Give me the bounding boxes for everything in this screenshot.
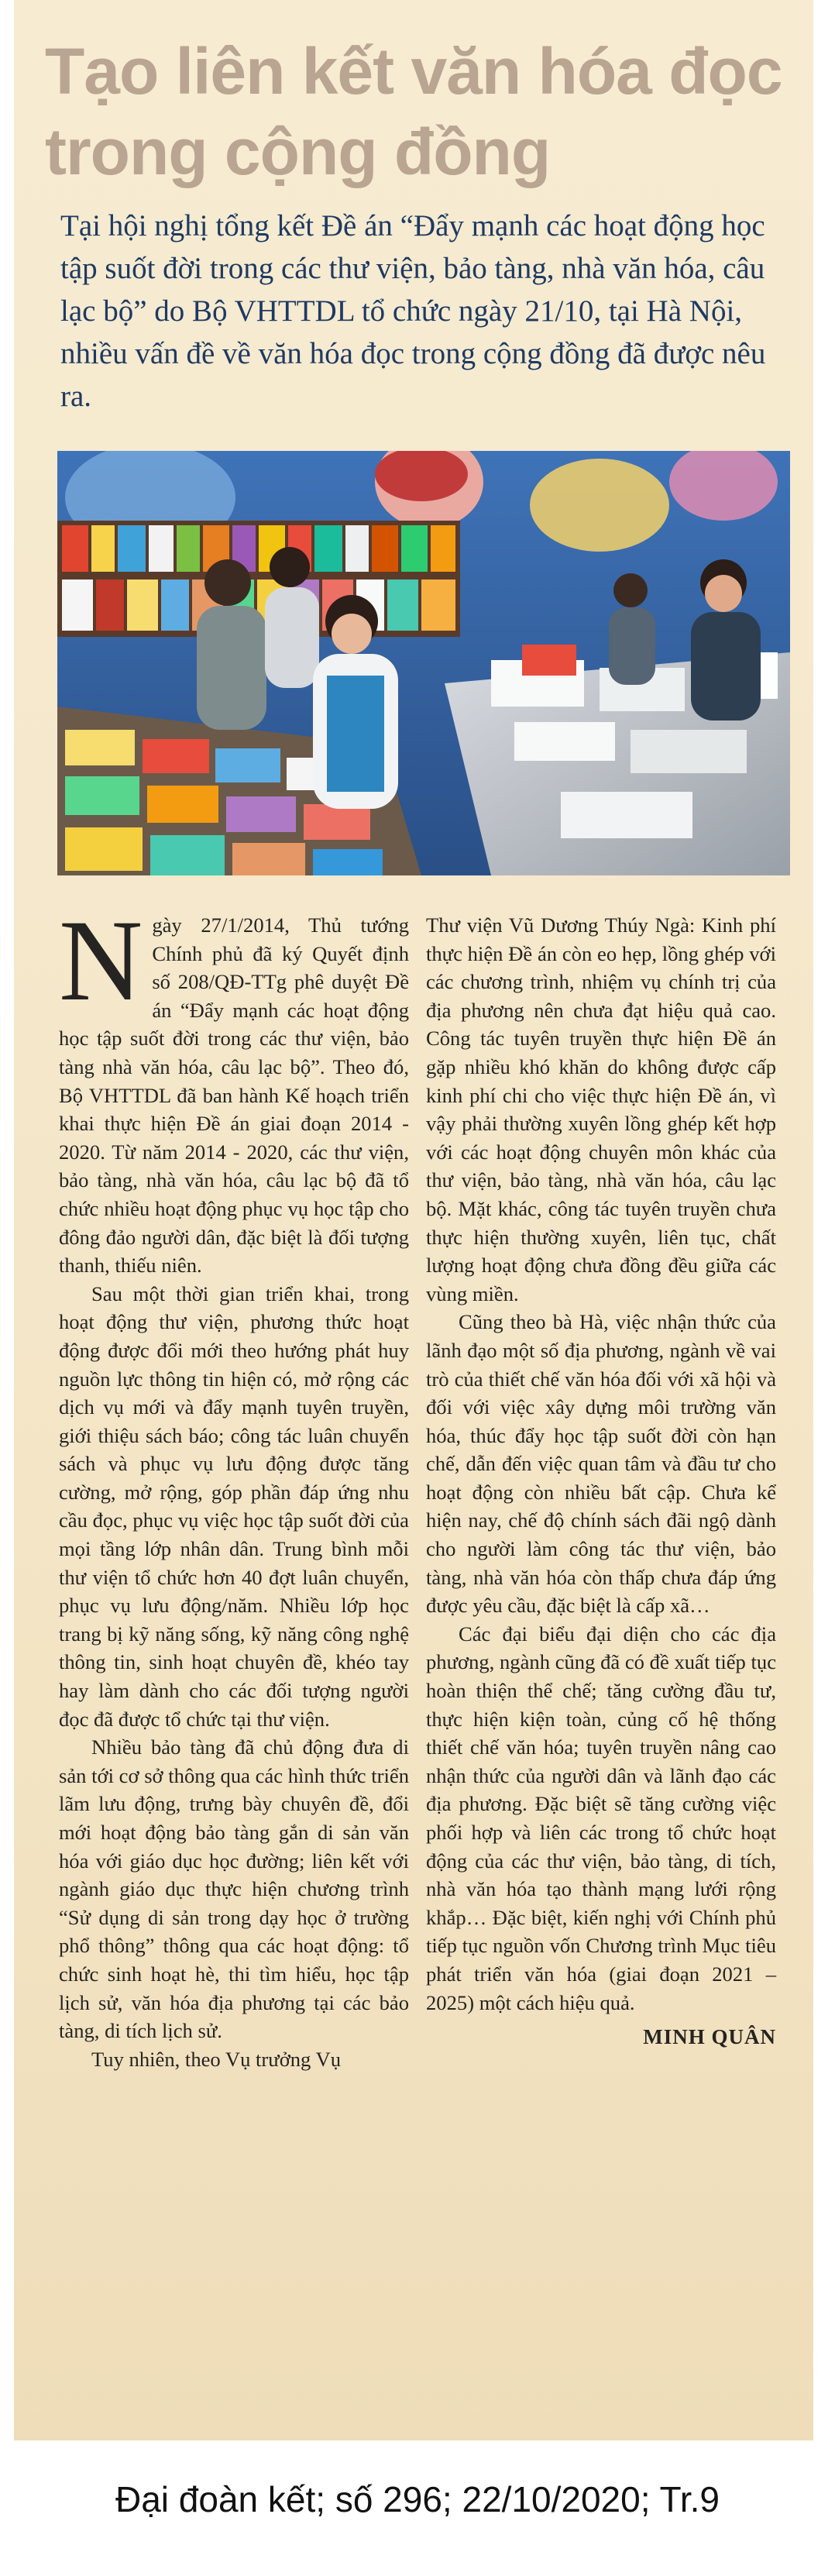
body-column-right	[426, 911, 776, 2052]
author-byline: MINH QUÂN	[643, 2025, 776, 2049]
paragraph-4-continued: Thư viện Vũ Dương Thúy Ngà: Kinh phí thực hiện Đề án còn eo hẹp, lồng ghép với các chương trình, nhiệm vụ chính trị của địa phương nên chưa đạt hiệu quả cao. Công tác tuyên truyền thực hiện Đề án gặp nhiều khó khăn do không được cấp kinh phí chi cho việc thực hiện Đề án, vì vậy phải thường xuyên lồng ghép kết hợp với các hoạt động chuyên môn khác của thư viện, bảo tàng, nhà văn hóa, câu lạc bộ. Mặt khác, công tác tuyên truyền chưa thực hiện thường xuyên, liên tục, chất lượng hoạt động chưa đồng đều giữa các vùng miền.	[426, 913, 776, 1305]
paragraph-5: Cũng theo bà Hà, việc nhận thức của lãnh đạo một số địa phương, ngành về vai trò của thiết chế văn hóa đối với xã hội và đối với việc xây dựng môi trường văn hóa, thúc đẩy học tập suốt đời còn hạn chế, dẫn đến việc quan tâm và đầu tư cho hoạt động còn nhiều bất cập. Chưa kể hiện nay, chế độ chính sách đãi ngộ dành cho người làm công tác thư viện, bảo tàng, nhà văn hóa còn thấp chưa đáp ứng được yêu cầu, đặc biệt là cấp xã…	[426, 1310, 776, 1618]
body-column-left	[59, 896, 409, 2073]
article-headline	[45, 31, 789, 192]
source-citation: Đại đoàn kết; số 296; 22/10/2020; Tr.9	[115, 2479, 720, 2519]
article-photo	[57, 451, 790, 875]
paragraph-4-start: Tuy nhiên, theo Vụ trưởng Vụ	[91, 2047, 342, 2071]
paragraph-1-text: gày 27/1/2014, Thủ tướng Chính phủ đã ký Quyết định số 208/QĐ-TTg phê duyệt Đề án “Đẩy mạnh các hoạt động học tập suốt đời trong các thư viện, bảo tàng nhà văn hóa, câu lạc bộ”. Theo đó, Bộ VHTTDL đã ban hành Kế hoạch triển khai thực hiện Đề án giai đoạn 2014 - 2020. Từ năm 2014 - 2020, các thư viện, bảo tàng, nhà văn hóa, câu lạc bộ đã tổ chức nhiều hoạt động phục vụ học tập cho đông đảo người dân, đặc biệt là đối tượng thanh, thiếu niên.	[59, 913, 409, 1278]
headline-line-1: Tạo liên kết văn hóa đọc	[45, 35, 782, 108]
bookstore-photo-illustration	[57, 451, 790, 875]
drop-cap: N	[59, 896, 143, 1025]
paragraph-2: Sau một thời gian triển khai, trong hoạt động thư viện, phương thức hoạt động được đổi mới theo hướng phát huy nguồn lực thông tin hiện có, mở rộng các dịch vụ mới và đẩy mạnh tuyên truyền, giới thiệu sách báo; công tác luân chuyển sách và phục vụ lưu động được tăng cường, mở rộng, góp phần đáp ứng nhu cầu đọc, phục vụ việc học tập suốt đời của mọi tầng lớp nhân dân. Trung bình mỗi thư viện tổ chức hơn 40 đợt luân chuyển, phục vụ lưu động/năm. Nhiều lớp học trang bị kỹ năng sống, kỹ năng công nghệ thông tin, sinh hoạt chuyên đề, khéo tay hay làm dành cho các đối tượng người đọc đã được tổ chức tại thư viện.	[59, 1281, 409, 1731]
paragraph-3: Nhiều bảo tàng đã chủ động đưa di sản tới cơ sở thông qua các hình thức triển lãm lưu động, trưng bày chuyên đề, đổi mới hoạt động bảo tàng gắn di sản văn hóa với giáo dục học đường; liên kết với ngành giáo dục thực hiện chương trình “Sử dụng di sản trong dạy học ở trường phổ thông” thông qua các hoạt động: tổ chức sinh hoạt hè, thi tìm hiểu, học tập lịch sử, văn hóa địa phương tại các bảo tàng, di tích lịch sử.	[59, 1735, 409, 2043]
paragraph-6: Các đại biểu đại diện cho các địa phương, ngành cũng đã có đề xuất tiếp tục hoàn thiện thể chế; tăng cường đầu tư, thực hiện kiện toàn, củng cố hệ thống thiết chế văn hóa; tuyên truyền nâng cao nhận thức của người dân và lãnh đạo các địa phương. Đặc biệt sẽ tăng cường việc phối hợp và liên các trong tổ chức hoạt động của các thư viện, bảo tàng, di tích, nhà văn hóa tạo thành mạng lưới rộng khắp… Đặc biệt, kiến nghị với Chính phủ tiếp tục nguồn vốn Chương trình Mục tiêu phát triển văn hóa (giai đoạn 2021 – 2025) một cách hiệu quả.	[426, 1622, 776, 2014]
article-lead: Tại hội nghị tổng kết Đề án “Đẩy mạnh các hoạt động học tập suốt đời trong các thư viện, bảo tàng, nhà văn hóa, câu lạc bộ” do Bộ VHTTDL tổ chức ngày 21/10, tại Hà Nội, nhiều vấn đề về văn hóa đọc trong cộng đồng đã được nêu ra.	[60, 209, 766, 413]
paragraph-1	[59, 896, 409, 1280]
headline-line-2: trong cộng đồng	[45, 115, 551, 188]
